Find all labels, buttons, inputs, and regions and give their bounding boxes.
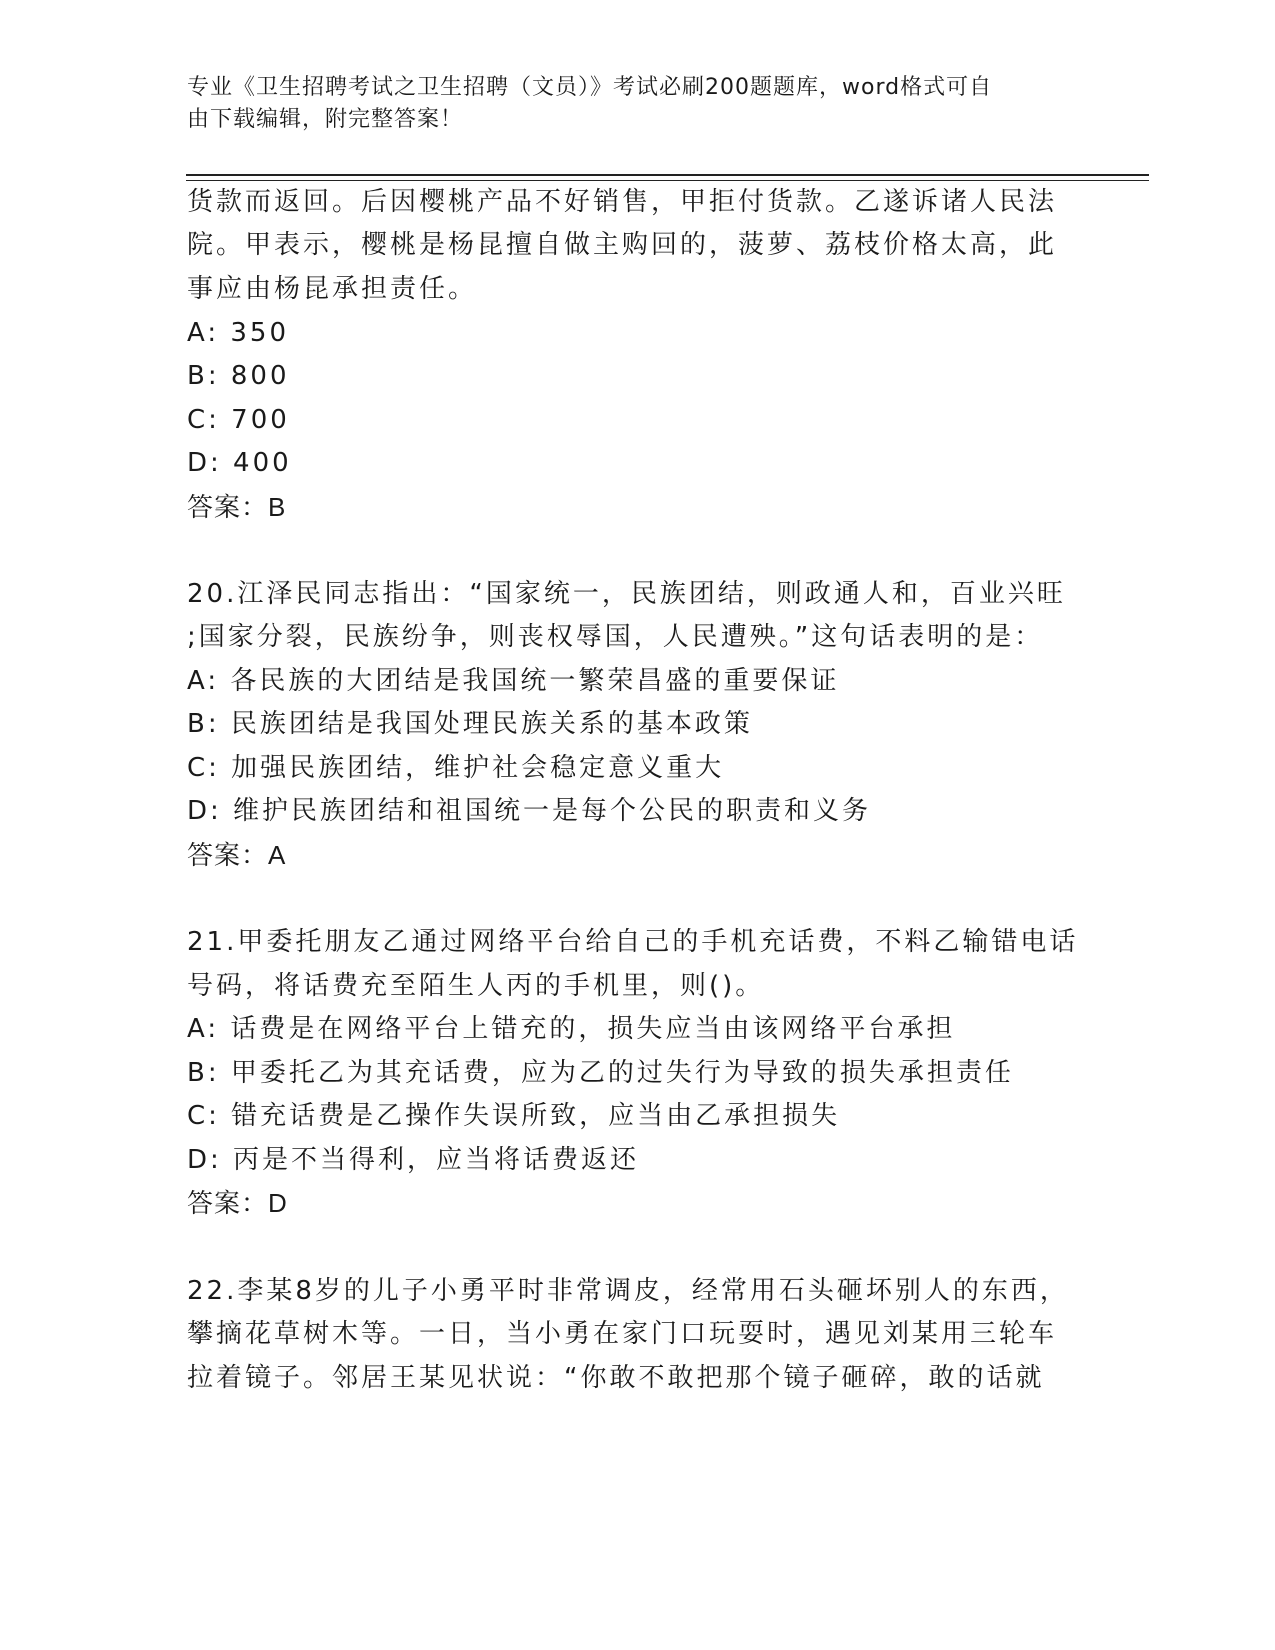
option-d: D: 丙是不当得利，应当将话费返还: [187, 1145, 640, 1175]
option-b: B: 800: [187, 361, 290, 391]
document-header: [187, 72, 1067, 136]
answer: 答案：A: [187, 840, 287, 870]
option-c: C: 加强民族团结，维护社会稳定意义重大: [187, 753, 725, 783]
question-text: 号码，将话费充至陌生人丙的手机里，则()。: [187, 971, 765, 1001]
option-a: A: 话费是在网络平台上错充的，损失应当由该网络平台承担: [187, 1014, 956, 1044]
option-b: B: 民族团结是我国处理民族关系的基本政策: [187, 709, 753, 739]
answer: 答案：B: [187, 492, 287, 522]
question-text: 院。甲表示，樱桃是杨昆擅自做主购回的，菠萝、荔枝价格太高，此: [187, 230, 1058, 260]
header-line: 专业《卫生招聘考试之卫生招聘（文员）》考试必刷200题题库，word格式可自: [187, 75, 993, 100]
header-line: 由下载编辑，附完整答案！: [187, 107, 464, 132]
question-text: 20.江泽民同志指出：“国家统一，民族团结，则政通人和，百业兴旺: [187, 579, 1066, 609]
question-text: 拉着镜子。邻居王某见状说：“你敢不敢把那个镜子砸碎，敢的话就: [187, 1363, 1045, 1393]
header-divider-thin: [186, 180, 1149, 181]
option-d: D: 400: [187, 448, 292, 478]
option-a: A: 各民族的大团结是我国统一繁荣昌盛的重要保证: [187, 666, 840, 696]
question-text: 事应由杨昆承担责任。: [187, 274, 478, 304]
question-text: 22.李某8岁的儿子小勇平时非常调皮，经常用石头砸坏别人的东西，: [187, 1276, 1069, 1306]
question-text: ;国家分裂，民族纷争，则丧权辱国，人民遭殃。”这句话表明的是：: [187, 622, 1044, 652]
option-a: A: 350: [187, 318, 289, 348]
question-text: 攀摘花草树木等。一日，当小勇在家门口玩耍时，遇见刘某用三轮车: [187, 1319, 1058, 1349]
option-b: B: 甲委托乙为其充话费，应为乙的过失行为导致的损失承担责任: [187, 1058, 1014, 1088]
question-text: 21.甲委托朋友乙通过网络平台给自己的手机充话费，不料乙输错电话: [187, 927, 1079, 957]
question-text: 货款而返回。后因樱桃产品不好销售，甲拒付货款。乙遂诉诸人民法: [187, 187, 1058, 217]
header-divider: [186, 174, 1149, 176]
option-c: C: 错充话费是乙操作失误所致，应当由乙承担损失: [187, 1101, 841, 1131]
answer: 答案：D: [187, 1188, 288, 1218]
option-c: C: 700: [187, 405, 290, 435]
option-d: D: 维护民族团结和祖国统一是每个公民的职责和义务: [187, 796, 872, 826]
